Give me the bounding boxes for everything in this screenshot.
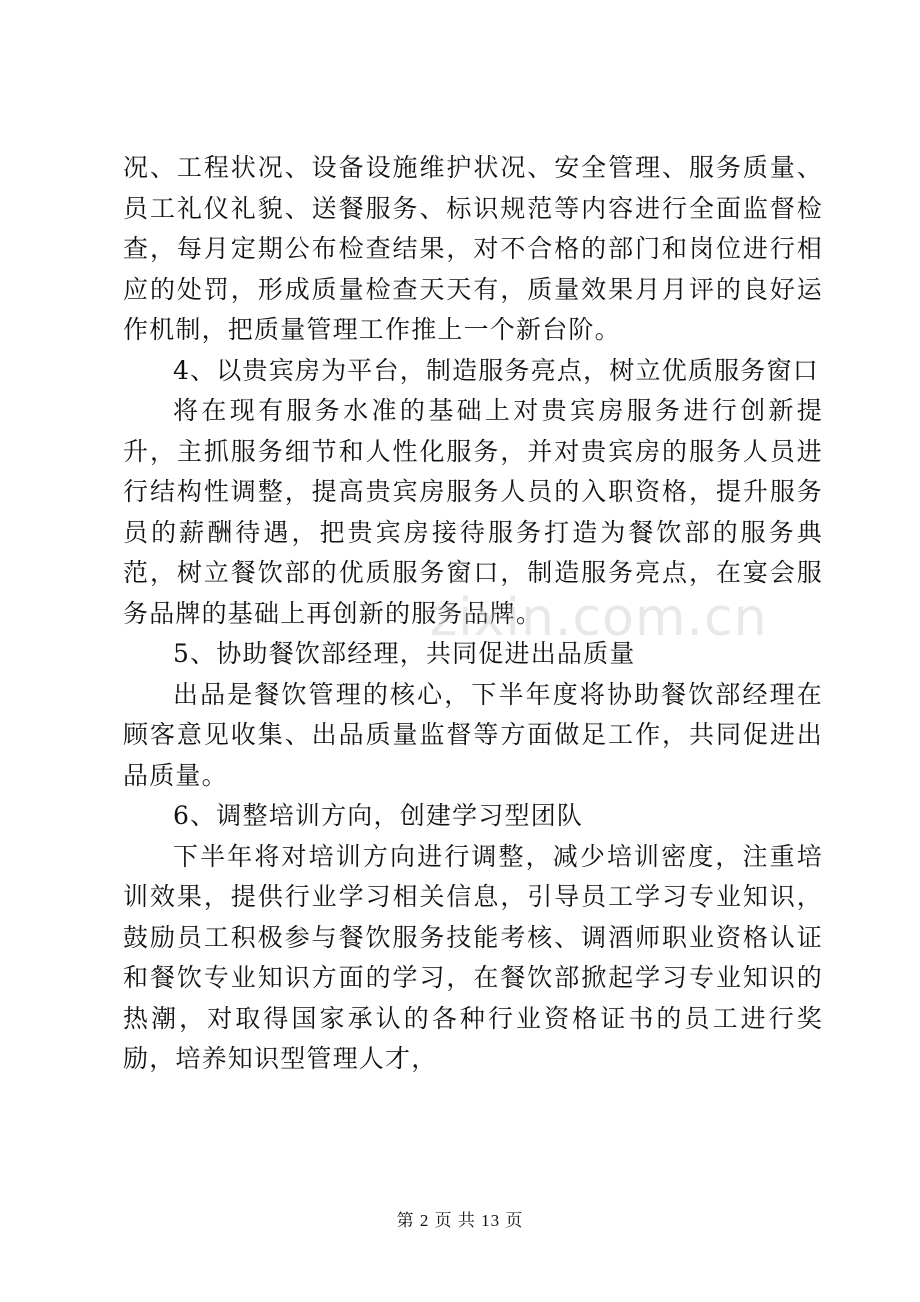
- page-footer: 第 2 页 共 13 页: [396, 1211, 524, 1230]
- paragraph-inspection: 况、工程状况、设备设施维护状况、安全管理、服务质量、员工礼仪礼貌、送餐服务、标识规范等内容进行全面监督检查，每月定期公布检查结果，对不合格的部门和岗位进行相应的处罚，形成质量检查天天有，质量效果月月评的良好运作机制，把质量管理工作推上一个新台阶。: [123, 153, 823, 344]
- document-body: [123, 148, 823, 1080]
- heading-product-quality: 5、协助餐饮部经理，共同促进出品质量: [173, 639, 636, 668]
- heading-vip-room: 4、以贵宾房为平台，制造服务亮点，树立优质服务窗口: [173, 355, 819, 385]
- heading-training: 6、调整培训方向，创建学习型团队: [173, 801, 584, 830]
- paragraph-product-quality: 出品是餐饮管理的核心，下半年度将协助餐饮部经理在顾客意见收集、出品质量监督等方面做足工作，共同促进出品质量。: [123, 679, 823, 790]
- paragraph-training: 下半年将对培训方向进行调整，减少培训密度，注重培训效果，提供行业学习相关信息，引导员工学习专业知识，鼓励员工积极参与餐饮服务技能考核、调酒师职业资格认证和餐饮专业知识方面的学习，在餐饮部掀起学习专业知识的热潮，对取得国家承认的各种行业资格证书的员工进行奖励，培养知识型管理人才，: [123, 841, 823, 1073]
- watermark: zixin.com.cn: [430, 588, 768, 648]
- paragraph-vip-room: 将在现有服务水准的基础上对贵宾房服务进行创新提升，主抓服务细节和人性化服务，并对贵宾房的服务人员进行结构性调整，提高贵宾房服务人员的入职资格，提升服务员的薪酬待遇，把贵宾房接待服务打造为餐饮部的服务典范，树立餐饮部的优质服务窗口，制造服务亮点，在宴会服务品牌的基础上再创新的服务品牌。: [123, 396, 823, 628]
